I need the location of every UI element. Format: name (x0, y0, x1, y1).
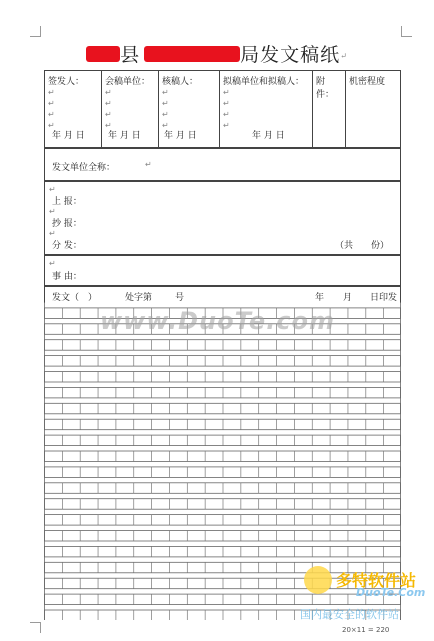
signer-label: 签发人： (48, 77, 85, 87)
return-mark: ↵ (49, 229, 56, 238)
recipients-section (44, 181, 401, 255)
return-mark: ↵ (49, 185, 56, 194)
document-number-line (44, 286, 401, 303)
redaction-mark (86, 46, 120, 62)
logo-sun-icon (304, 566, 332, 594)
copies-count-text: （共 份） (335, 241, 390, 251)
approval-cell-signer: 签发人： ↵ ↵ ↵ ↵ (45, 71, 102, 148)
return-mark: ↵ (145, 160, 152, 169)
redaction-mark (144, 46, 240, 62)
corner-mark-top-left (30, 26, 41, 37)
approval-table (44, 70, 401, 148)
logo-domain: DuoTe.Com (356, 586, 426, 599)
drafter-date: 年 月 日 (252, 131, 285, 141)
title-county: 县 (120, 44, 141, 66)
approval-cell-cosign: 会稿单位： ↵ ↵ ↵ ↵ (102, 71, 159, 148)
issuer-label: 发文单位全称： (52, 163, 116, 173)
printed-date-label: 日印发 (370, 293, 398, 303)
cosign-date: 年 月 日 (108, 131, 141, 141)
issuer-section (44, 148, 401, 181)
approval-cell-secrecy (346, 71, 401, 148)
title-bureau: 局发文稿纸 (240, 44, 341, 66)
reviewer-date: 年 月 日 (164, 131, 197, 141)
attachment-label: 附件： (316, 77, 335, 100)
logo-title: 多特软件站 (336, 571, 417, 590)
subject-section (44, 255, 401, 286)
corner-mark-top-right (401, 26, 412, 37)
drafter-label: 拟稿单位和拟稿人： (223, 77, 305, 87)
subject-label: 事 由： (52, 272, 82, 282)
month-label: 月 (343, 293, 353, 303)
signer-date: 年 月 日 (52, 131, 85, 141)
report-to-label: 上 报： (52, 197, 82, 207)
office-number-label: 处字第 (125, 293, 153, 303)
return-mark: ↵ (340, 51, 348, 61)
distribute-label: 分 发： (52, 241, 82, 251)
approval-cell-drafter: 拟稿单位和拟稿人： ↵ ↵ ↵ ↵ (220, 71, 313, 148)
cosign-unit-label: 会稿单位： (105, 77, 151, 87)
approval-cell-attachment (313, 71, 346, 148)
approval-cell-reviewer: 核稿人： ↵ ↵ ↵ ↵ (159, 71, 220, 148)
number-suffix: 号 (175, 293, 185, 303)
year-label: 年 (315, 293, 325, 303)
copy-to-label: 抄 报： (52, 219, 82, 229)
grid-size-note: 20×11 = 220 (342, 626, 390, 634)
logo-slogan: 国内最安全的软件站 (300, 608, 399, 621)
corner-mark-bottom-left (30, 622, 41, 633)
secrecy-label: 机密程度 (349, 77, 386, 87)
site-logo (300, 566, 428, 626)
document-title (0, 40, 434, 67)
return-mark: ↵ (49, 259, 56, 268)
reviewer-label: 核稿人： (162, 77, 199, 87)
fawen-label: 发文（ ） (52, 293, 98, 303)
watermark-text: www.DuoTe.com (100, 307, 335, 335)
return-mark: ↵ (49, 207, 56, 216)
